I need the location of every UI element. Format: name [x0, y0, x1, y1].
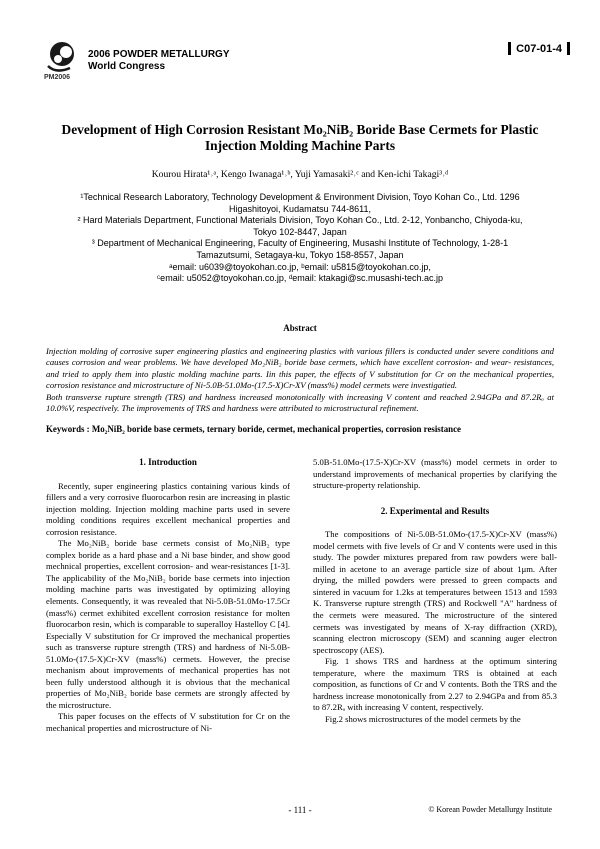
keywords	[46, 424, 566, 434]
title-line-1: Development of High Corrosion Resistant Mo₂NiB₂ Boride Base Cermets for Plastic	[61, 122, 539, 137]
affiliation-line: ¹Technical Research Laboratory, Technology Development & Environment Division, Toyo Kohan Co., Ltd. 1296	[80, 192, 520, 202]
abstract-heading: Abstract	[283, 323, 317, 333]
left-column	[46, 457, 290, 735]
body-paragraph: Recently, super engineering plastics containing various kinds of fillers and a very corrosive fluorocarbon resin are increasing in plastic injection molding. Injection molding machine parts used in severe molding conditions requires excellent mechanical properties and corrosion resistance.	[46, 480, 290, 537]
body-paragraph: The compositions of Ni-5.0B-51.0Mo-(17.5-X)Cr-XV (mass%) model cermets with five levels of Cr and V contents were used in this study. The powder mixtures prepared from raw powders were ball-milled in acetone to an average particle size of about 1μm. After drying, the milled powders were pressed to green compacts and sintered in vacuum for 1.2ks at temperatures between 1513 and 1593 K. Transverse rupture strength (TRS) and Rockwell "A" hardness of the cermets were measured. The microstructure of the sintered cermets was investigated by means of X-ray diffraction (XRD), scanning electron microscopy (SEM) and scanning auger electron spectroscopy (AES).	[313, 529, 557, 655]
conference-line-1: 2006 POWDER METALLURGY	[88, 49, 230, 60]
affiliation-line: ² Hard Materials Department, Functional Materials Division, Toyo Kohan Co., Ltd. 2-12, Yonbancho, Chiyoda-ku,	[77, 215, 523, 226]
section-heading: 1. Introduction	[139, 457, 197, 467]
body-paragraph: 5.0B-51.0Mo-(17.5-X)Cr-XV (mass%) model cermets in order to understand improvements of mechanical properties by clarifying the structure-property relationship.	[313, 457, 557, 491]
affiliation-line: Higashitoyoi, Kudamatsu 744-8611,	[229, 203, 371, 214]
affiliation-line: ³ Department of Mechanical Engineering, Faculty of Engineering, Musashi Institute of Technology, 1-28-1	[91, 238, 509, 249]
body-paragraph: The Mo₂NiB₂ boride base cermets consist of Mo₂NiB₂ type complex boride as a hard phase and a Ni base binder, and show good mechnical properties, excellent corrosion- and wear-resistances [1-3]. The applicability of the Mo₂NiB₂ boride base cermets into injection molding machine parts was investigated by optimizing alloying elements. Consequently, it was revealed that Ni-5.0B-51.0Mo-17.5Cr (mass%) cermet exhibited excellent corrosion resistance for molten fluorocarbon resin, which is comparable to superalloy Hastelloy C [4]. Especially V substitution for Cr improved the mechanical properties such as transverse rupture strength (TRS) and hardness of Ni-5.0B-51.0Mo-(17.5-X)Cr-XV (mass%) cermets. However, the precise mechanism about improvements of mechanical properties has not been fully understood although it is obvious that the mechanical properties of Mo₂NiB₂ boride base cermets are strongly affected by the microstructure.	[46, 538, 290, 710]
section-heading: 2. Experimental and Results	[380, 505, 490, 516]
abstract-paragraph: Injection molding of corrosive super engineering plastics and engineering plastics with various fillers is conducted under severe conditions and causes corrosion and wear problems. We have developed Mo₂NiB₂ boride base cermets, which have excellent corrosion- and wear- resistances, and tried to apply them into plastic molding machine parts. Iin this paper, the effects of V substitution for Cr on the mechanical properties, corrosion resistance and microstructure of Ni-5.0B-51.0Mo-(17.5-X)Cr-XV (mass%) model cermets were investigatied.	[46, 346, 554, 391]
pm2006-mark: PM2006	[44, 74, 71, 81]
affiliations	[40, 192, 560, 285]
right-column	[313, 457, 557, 725]
paper-code: C07-01-4	[516, 42, 562, 55]
title-line-2: Injection Molding Machine Parts	[204, 138, 396, 153]
code-left-bar	[508, 42, 511, 55]
code-right-bar	[567, 42, 570, 55]
affiliation-line: Tokyo 102-8447, Japan	[253, 226, 347, 237]
conference-line-2: World Congress	[88, 61, 166, 72]
abstract-body	[46, 346, 554, 415]
copyright-notice: © Korean Powder Metallurgy Institute	[428, 805, 552, 814]
email-line: ᶜemail: u5052@toyokohan.co.jp, ᵈemail: ktakagi@sc.musashi-tech.ac.jp	[157, 273, 443, 284]
author-list: Kourou Hirata¹˒ᵃ, Kengo Iwanaga¹˒ᵇ, Yuji Yamasaki²˒ᶜ and Ken-ichi Takagi³˒ᵈ	[151, 169, 449, 180]
body-paragraph: Fig. 1 shows TRS and hardness at the optimum sintering temperature, where the maximum TRS is obtained at each composition, as functions of Cr and V contents. Both the TRS and the hardness increase monotonically from 2.27 to 2.94GPa and from 85.3 to 87.2Rₐ with increasing V content, respectively.	[313, 656, 557, 713]
keywords-list: Mo₂NiB₂ boride base cermets, ternary boride, cermet, mechanical properties, corrosion resistance	[91, 424, 461, 434]
body-paragraph: Fig.2 shows microstructures of the model cermets by the	[325, 713, 521, 724]
affiliation-line: Tamazutsumi, Setagaya-ku, Tokyo 158-8557, Japan	[196, 249, 404, 260]
paper-title	[30, 122, 570, 154]
section-spacer	[313, 492, 557, 506]
body-paragraph: This paper focuses on the effects of V substitution for Cr on the mechanical properties and microstructure of Ni-	[46, 711, 290, 734]
abstract-paragraph: Both transverse rupture strength (TRS) and hardness increased monotonically with increasing V content and reached 2.94GPa and 87.2Rₐ at 10.0%V, respectively. The improvements of TRS and hardness were attributed to microstructural refinement.	[46, 391, 554, 414]
page-number: - 111 -	[288, 805, 312, 815]
email-line: ᵃemail: u6039@toyokohan.co.jp, ᵇemail: u5815@toyokohan.co.jp,	[169, 261, 431, 272]
conference-title	[88, 49, 230, 73]
keywords-label: Keywords :	[46, 424, 90, 434]
paper-code-box	[508, 42, 570, 55]
